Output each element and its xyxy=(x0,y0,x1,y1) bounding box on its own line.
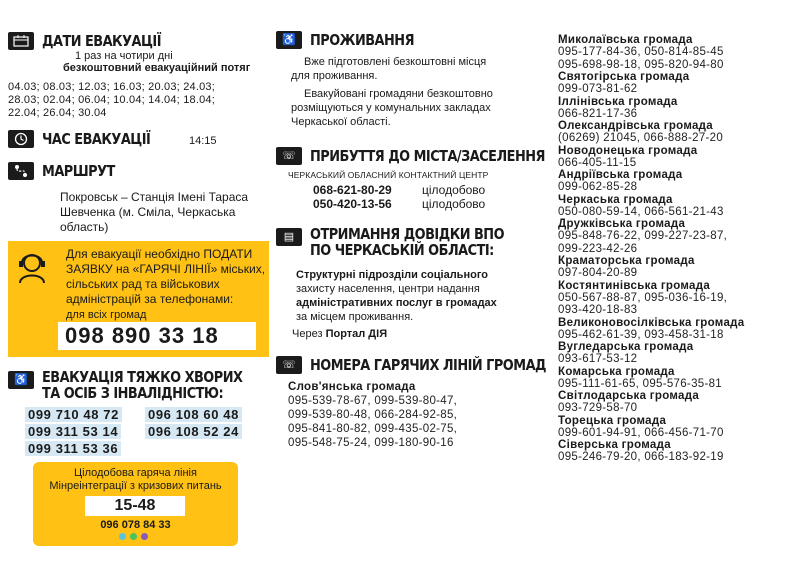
slovyansk-row-3[interactable]: 095-841-80-82, 099-435-02-75, xyxy=(288,423,458,435)
telegram-icon[interactable] xyxy=(119,533,126,540)
certificate-l1: Структурні підрозділи соціального xyxy=(296,269,488,281)
viber-icon[interactable] xyxy=(141,533,148,540)
portal-line xyxy=(292,328,387,341)
crisis-line1: Цілодобова гаряча лінія xyxy=(74,467,197,479)
certificate-l4: за місцем проживання. xyxy=(296,311,414,323)
living-l5: Черкаської області. xyxy=(291,116,391,128)
slovyansk-group: Слов'янська громада xyxy=(288,381,416,393)
community-phones[interactable]: 093-729-58-70 xyxy=(558,402,638,414)
community-name: Андріївська громада xyxy=(558,169,683,181)
community-name: Дружківська громада xyxy=(558,218,686,230)
time-title: ЧАС ЕВАКУАЦІЇ xyxy=(42,130,151,148)
request-line4: адміністрацій за телефонами: xyxy=(66,292,234,306)
community-phones[interactable]: 095-462-61-39, 093-458-31-18 xyxy=(558,328,724,341)
community-name: Олександрівська громада xyxy=(558,120,713,132)
certificate-header xyxy=(276,226,536,258)
slovyansk-row-1[interactable]: 095-539-78-67, 099-539-80-47, xyxy=(288,395,458,407)
community-phones[interactable]: 099-073-81-62 xyxy=(558,83,638,95)
slovyansk-row-4[interactable]: 095-548-75-24, 099-180-90-16 xyxy=(288,437,454,449)
dates-line5: 22.04; 26.04; 30.04 xyxy=(8,107,107,119)
community-phones[interactable]: 066-405-11-15 xyxy=(558,156,637,169)
calendar-icon xyxy=(8,32,34,50)
community-item xyxy=(558,280,793,317)
time-value: 14:15 xyxy=(189,135,217,147)
community-item xyxy=(558,169,793,194)
short-number[interactable]: 15-48 xyxy=(85,496,185,516)
slovyansk-row-2[interactable]: 099-539-80-48, 066-284-92-85, xyxy=(288,409,458,421)
phone-icon: ☏ xyxy=(276,147,302,165)
living-header xyxy=(276,31,431,49)
main-phone-box[interactable] xyxy=(58,322,256,350)
main-phone[interactable]: 098 890 33 18 xyxy=(65,323,219,348)
certificate-title1: ОТРИМАННЯ ДОВІДКИ ВПО xyxy=(310,225,505,243)
disabled-header xyxy=(8,369,275,401)
route-line3: область) xyxy=(60,220,109,234)
evacuation-request-box xyxy=(8,241,269,357)
arrival-hours-1: цілодобово xyxy=(422,183,486,197)
community-phones[interactable]: 095-848-76-22, 099-227-23-87, xyxy=(558,230,728,242)
dates-line3: 04.03; 08.03; 12.03; 16.03; 20.03; 24.03; xyxy=(8,81,215,93)
community-item xyxy=(558,415,793,440)
disabled-title2: ТА ОСІБ З ІНВАЛІДНІСТЮ: xyxy=(42,384,224,402)
crisis-hotline-box xyxy=(33,462,238,546)
community-phones[interactable]: 099-223-42-26 xyxy=(558,242,638,255)
operator-icon xyxy=(14,249,50,285)
request-line2: ЗАЯВКУ на «ГАРЯЧІ ЛІНІЇ» міських, xyxy=(66,262,266,276)
time-header xyxy=(8,130,168,148)
community-phones[interactable]: 050-080-59-14, 066-561-21-43 xyxy=(558,205,724,218)
document-icon: ▤ xyxy=(276,228,302,246)
certificate-l3: адміністративних послуг в громадах xyxy=(296,297,497,309)
community-name: Миколаївська громада xyxy=(558,34,693,46)
community-phones[interactable]: 093-617-53-12 xyxy=(558,353,638,365)
community-phones[interactable]: 093-420-18-83 xyxy=(558,304,638,316)
community-name: Краматорська громада xyxy=(558,255,695,267)
dates-line1: 1 раз на чотири дні xyxy=(75,50,173,62)
request-line1: Для евакуації необхідно ПОДАТИ xyxy=(66,247,253,261)
wheelchair-icon: ♿ xyxy=(276,31,302,49)
community-item xyxy=(558,366,793,391)
community-name: Сіверська громада xyxy=(558,439,671,451)
dates-line4: 28.03; 02.04; 06.04; 10.04; 14.04; 18.04; xyxy=(8,94,215,106)
wheelchair-icon: ♿ xyxy=(8,371,34,389)
community-item xyxy=(558,120,793,145)
request-sub: для всіх громад xyxy=(66,309,147,321)
phone-icon: ☏ xyxy=(276,356,302,374)
arrival-center: ЧЕРКАСЬКИЙ ОБЛАСНИЙ КОНТАКТНИЙ ЦЕНТР xyxy=(288,170,489,180)
community-phones[interactable]: (06269) 21045, 066-888-27-20 xyxy=(558,132,724,144)
community-phones[interactable]: 095-177-84-36, 050-814-85-45 xyxy=(558,46,724,58)
community-item xyxy=(558,341,793,366)
community-phones[interactable]: 066-821-17-36 xyxy=(558,107,638,120)
portal-prefix: Через xyxy=(292,328,323,340)
community-phones[interactable]: 099-601-94-91, 066-456-71-70 xyxy=(558,426,724,439)
community-name: Світлодарська громада xyxy=(558,390,700,402)
community-phones[interactable]: 095-111-61-65, 095-576-35-81 xyxy=(558,377,722,390)
route-title: МАРШРУТ xyxy=(42,162,115,180)
community-item xyxy=(558,96,793,121)
community-phones[interactable]: 095-698-98-18, 095-820-94-80 xyxy=(558,58,724,71)
community-name: Великоновосілківська громада xyxy=(558,316,745,329)
living-l4: розміщуються у комунальних закладах xyxy=(291,102,491,114)
arrival-header xyxy=(276,147,583,165)
disabled-phone-1[interactable]: 099 710 48 72 xyxy=(25,407,122,422)
community-item xyxy=(558,194,793,219)
community-name: Святогірська громада xyxy=(558,71,690,83)
crisis-phone[interactable]: 096 078 84 33 xyxy=(100,519,171,531)
living-l2: для проживання. xyxy=(291,70,378,82)
community-name: Черкаська громада xyxy=(558,193,673,206)
certificate-l2: захисту населення, центри надання xyxy=(296,283,480,295)
community-name: Новодонецька громада xyxy=(558,144,698,157)
route-header xyxy=(8,162,127,180)
disabled-phone-5[interactable]: 096 108 52 24 xyxy=(145,424,242,439)
hotlines-header xyxy=(276,356,584,374)
dates-line2: безкоштовний евакуаційний потяг xyxy=(63,62,251,74)
crisis-line2: Мінреінтеграції з кризових питань xyxy=(49,480,222,492)
whatsapp-icon[interactable] xyxy=(130,533,137,540)
certificate-title2: ПО ЧЕРКАСЬКІЙ ОБЛАСТІ: xyxy=(310,241,494,259)
community-name: Іллінівська громада xyxy=(558,95,678,108)
dates-title: ДАТИ ЕВАКУАЦІЇ xyxy=(42,32,162,50)
arrival-hours-2: цілодобово xyxy=(422,197,486,211)
route-line1: Покровськ – Станція Імені Тараса xyxy=(60,190,249,204)
clock-icon xyxy=(8,130,34,148)
disabled-phone-3[interactable]: 099 311 53 36 xyxy=(25,441,121,456)
community-item xyxy=(558,34,793,71)
living-title: ПРОЖИВАННЯ xyxy=(310,31,414,49)
community-phones[interactable]: 050-567-88-87, 095-036-16-19, xyxy=(558,291,728,304)
dates-header xyxy=(8,32,180,50)
arrival-phone-1[interactable]: 068-621-80-29 xyxy=(313,183,392,197)
disabled-phone-4[interactable]: 096 108 60 48 xyxy=(145,407,242,422)
living-l3: Евакуйовані громадяни безкоштовно xyxy=(304,88,493,100)
living-l1: Вже підготовлені безкоштовні місця xyxy=(304,56,487,68)
community-name: Вугледарська громада xyxy=(558,341,694,353)
request-line3: сільських рад та військових xyxy=(66,277,220,291)
community-item xyxy=(558,71,793,96)
route-line2: Шевченка (м. Сміла, Черкаська xyxy=(60,205,236,219)
community-name: Костянтинівська громада xyxy=(558,279,711,292)
community-item xyxy=(558,145,793,170)
disabled-phone-2[interactable]: 099 311 53 14 xyxy=(25,424,121,439)
hotlines-title: НОМЕРА ГАРЯЧИХ ЛІНІЙ ГРОМАД xyxy=(310,356,547,374)
community-phones[interactable]: 099-062-85-28 xyxy=(558,181,638,193)
community-item xyxy=(558,218,793,255)
community-item xyxy=(558,317,793,342)
community-name: Комарська громада xyxy=(558,365,675,378)
arrival-title: ПРИБУТТЯ ДО МІСТА/ЗАСЕЛЕННЯ xyxy=(310,147,545,165)
community-hotlines-list xyxy=(558,34,793,464)
portal-link[interactable]: Портал ДІЯ xyxy=(325,328,388,340)
community-item xyxy=(558,390,793,415)
route-icon xyxy=(8,162,34,180)
disabled-title1: ЕВАКУАЦІЯ ТЯЖКО ХВОРИХ xyxy=(42,368,243,386)
arrival-phone-2[interactable]: 050-420-13-56 xyxy=(313,197,392,211)
community-name: Торецька громада xyxy=(558,414,667,427)
community-item xyxy=(558,439,793,464)
community-phones[interactable]: 097-804-20-89 xyxy=(558,267,638,279)
community-item xyxy=(558,255,793,280)
community-phones[interactable]: 095-246-79-20, 066-183-92-19 xyxy=(558,451,724,463)
